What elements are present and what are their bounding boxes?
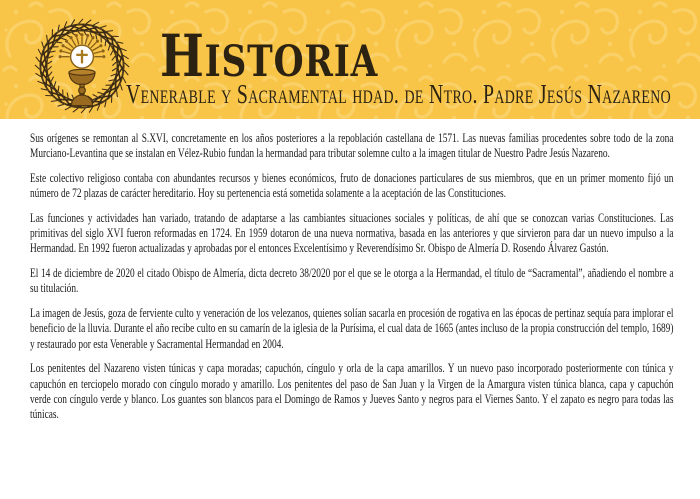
history-text <box>30 130 673 431</box>
paragraph-image-worship: La imagen de Jesús, goza de ferviente culto y veneración de los velezanos, quienes solían sacarla en procesión de rogativa en las épocas de pertinaz sequía para implorar el beneficio de la lluvia. Durante el año recibe culto en su camarín de la iglesia de la Purísima, el cual data de 1665 (antes incluso de la propia construcción del templo, 1689) y restaurado por esta Venerable y Sacramental Hermandad en 2004. <box>30 305 674 351</box>
paragraph-penitents: Los penitentes del Nazareno visten túnicas y capa moradas; capuchón, cíngulo y orla de la capa amarillos. Y un nuevo paso incorporado posteriormente con túnica y capuchón en terciopelo morado con cíngulo morado y amarillo. Los penitentes del paso de San Juan y la Virgen de la Amargura visten túnica blanca, capa y capuchón verde con cíngulo verde y blanco. Los guantes son blancos para el Domingo de Ramos y Jueves Santo y negros para el Viernes Santo. Y el zapato es negro para todas las túnicas. <box>30 360 674 422</box>
paragraph-constitutions: Las funciones y actividades han variado, tratando de adaptarse a las cambiantes situaciones sociales y políticas, de ahí que se conozcan varias Constituciones. Las primitivas del siglo XVI fueron reformadas en 1724. En 1959 dotaron de una nueva normativa, basada en las anteriores y que sirvieron para dar un nuevo impulso a la Hermandad. En 1992 fueron actualizadas y aprobadas por el entonces Excelentísimo y Reverendísimo Sr. Obispo de Almería D. Rosendo Álvarez Gastón. <box>30 210 674 256</box>
page-subtitle: Venerable y Sacramental hdad. de Ntro. Padre Jesús Nazareno <box>126 79 671 109</box>
page-title: HISTORIA <box>160 22 379 90</box>
page-header <box>0 0 700 119</box>
paragraph-origins: Sus orígenes se remontan al S.XVI, concretamente en los años posteriores a la repoblación castellana de 1571. Las nuevas familias procedentes sobre todo de la zona Murciano-Levantina que se instalan en Vélez-Rubio fundan la hermandad para tributar solemne culto a la imagen titular de Nuestro Padre Jesús Nazareno. <box>30 130 674 161</box>
paragraph-decree-2020: El 14 de diciembre de 2020 el citado Obispo de Almería, dicta decreto 38/2020 por el que se le otorga a la Hermandad, el título de “Sacramental”, añadiendo el nombre a su titulación. <box>30 265 674 296</box>
crown-of-thorns-chalice-icon <box>30 14 134 118</box>
host-with-cross <box>71 45 94 68</box>
chalice <box>69 69 95 105</box>
paragraph-resources: Este colectivo religioso contaba con abundantes recursos y bienes económicos, fruto de donaciones particulares de sus miembros, que en un primer momento fijó un número de 72 plazas de carácter hereditario. Hoy su pertenencia está sometida solamente a la aceptación de las Constituciones. <box>30 170 674 201</box>
